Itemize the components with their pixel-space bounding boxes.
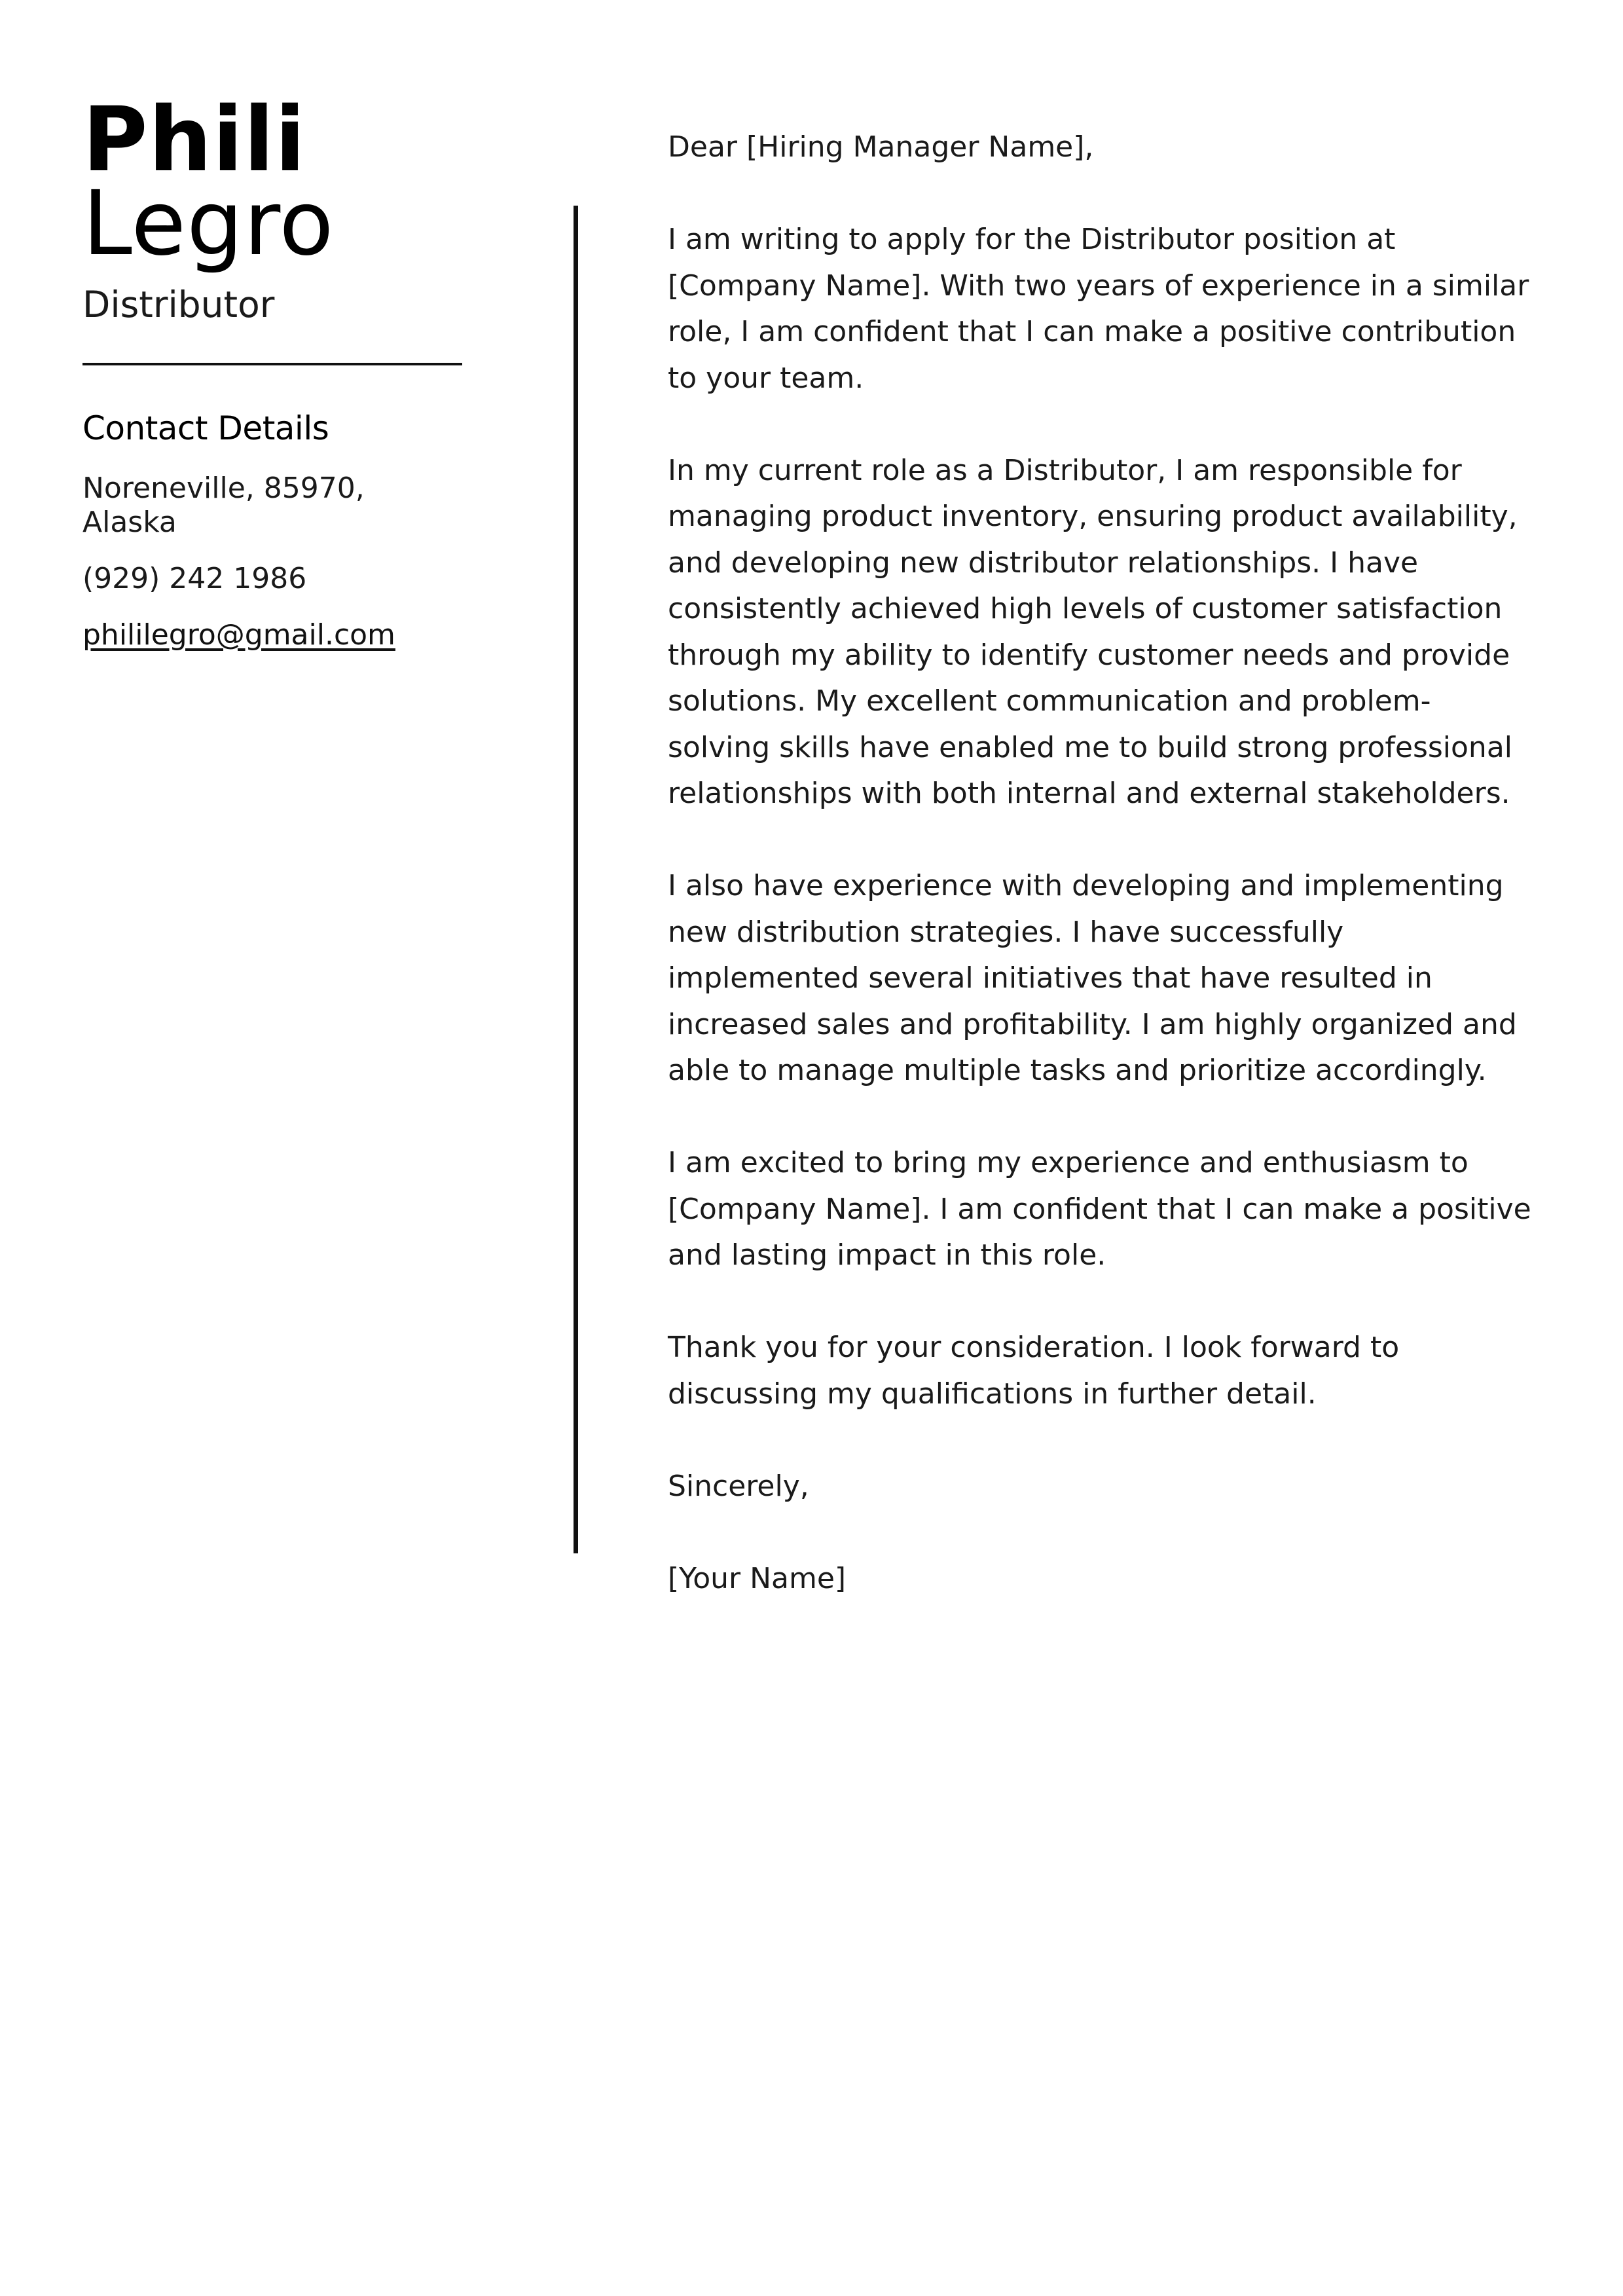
contact-email-link[interactable]: phililegro@gmail.com <box>82 618 395 652</box>
letter-signature: [Your Name] <box>668 1561 847 1595</box>
letter-body <box>668 124 1532 1602</box>
contact-phone: (929) 242 1986 <box>82 562 307 595</box>
last-name: Legro <box>82 172 335 276</box>
letter-closing: Sincerely, <box>668 1469 809 1503</box>
letter-paragraph: I am excited to bring my experience and enthusiasm to [Company Name]. I am confident that I can make a positive and lasting impact in this role. <box>668 1146 1531 1272</box>
letter-paragraph: In my current role as a Distributor, I am responsible for managing product inventory, ensuring product availability, and developing new distributor relationships. I have consistently achieved high levels of customer satisfaction through my ability to identify customer needs and provide solutions. My excellent communication and problem-solving skills have enabled me to build strong professional relationships with both internal and external stakeholders. <box>668 453 1518 810</box>
sidebar-divider <box>82 363 462 365</box>
contact-details <box>82 472 462 652</box>
contact-details-heading: Contact Details <box>82 409 329 447</box>
sidebar <box>82 88 462 652</box>
vertical-divider <box>574 206 578 1553</box>
letter-paragraph: I also have experience with developing and implementing new distribution strategies. I have successfully implemented several initiatives that have resulted in increased sales and profitability. I am highly organized and able to manage multiple tasks and prioritize accordingly. <box>668 869 1517 1087</box>
job-title: Distributor <box>82 284 275 325</box>
first-name: Phili <box>82 88 306 192</box>
letter-paragraph: Thank you for your consideration. I look forward to discussing my qualifications in further detail. <box>668 1331 1400 1411</box>
letter-salutation: Dear [Hiring Manager Name], <box>668 130 1094 164</box>
contact-address: Noreneville, 85970, Alaska <box>82 472 365 539</box>
letter-paragraph: I am writing to apply for the Distributor position at [Company Name]. With two years of experience in a similar role, I am confident that I can make a positive contribution to your team. <box>668 223 1529 395</box>
